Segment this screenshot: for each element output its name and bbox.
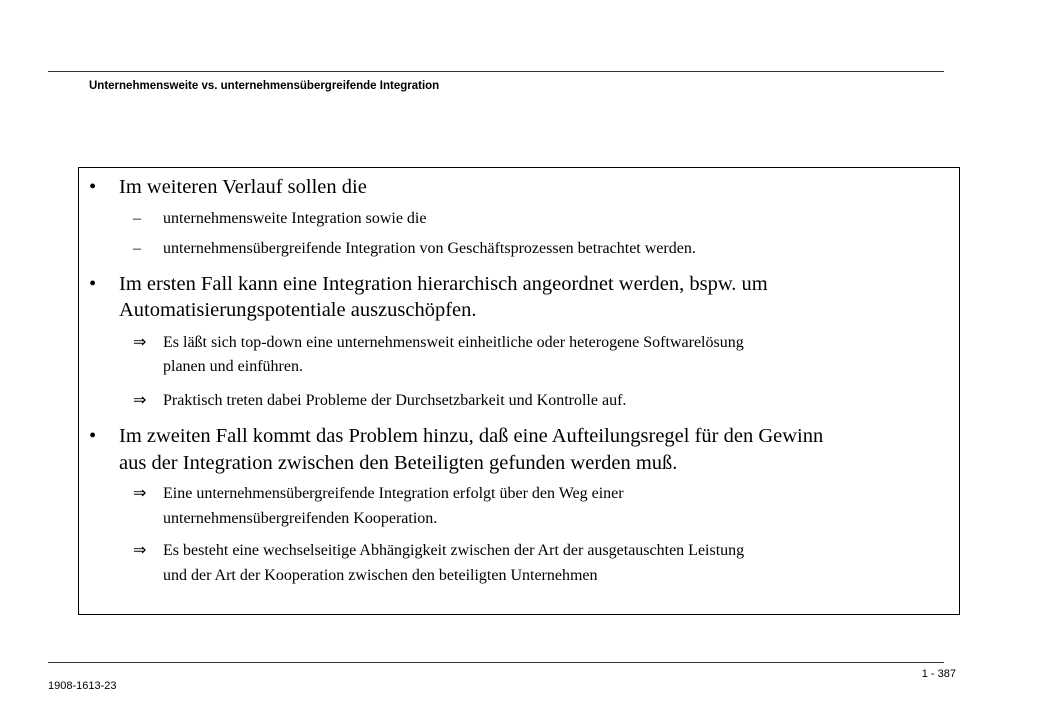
arrow-marker: ⇒ [133, 542, 147, 559]
slide-title: Unternehmensweite vs. unternehmensübergreifende Integration [89, 80, 440, 92]
bullet-item [89, 174, 367, 200]
bullet-item [89, 423, 824, 449]
sub-item-text: Eine unternehmensübergreifende Integration erfolgt über den Weg einer [163, 485, 624, 502]
page-number: 1 - 387 [921, 668, 956, 680]
header-rule [48, 71, 944, 72]
sub-item-text: unternehmensweite Integration sowie die [163, 210, 427, 227]
arrow-marker: ⇒ [133, 485, 147, 502]
sub-item-continuation [163, 509, 437, 529]
bullet-text: Automatisierungspotentiale auszuschöpfen. [119, 299, 477, 321]
sub-item [133, 484, 624, 504]
bullet-marker: • [89, 425, 97, 447]
bullet-marker: • [89, 176, 97, 198]
sub-item-text: Es läßt sich top-down eine unternehmensweit einheitliche oder heterogene Softwarelösung [163, 334, 744, 351]
sub-item-text: Praktisch treten dabei Probleme der Durchsetzbarkeit und Kontrolle auf. [163, 392, 627, 409]
sub-item [133, 541, 745, 561]
sub-item-text: unternehmensübergreifende Integration von Geschäftsprozessen betrachtet werden. [163, 240, 696, 257]
sub-item-continuation [163, 357, 303, 377]
bullet-continuation [119, 450, 677, 476]
sub-item-text: und der Art der Kooperation zwischen den beteiligten Unternehmen [163, 567, 598, 584]
bullet-text: Im ersten Fall kann eine Integration hierarchisch angeordnet werden, bspw. um [119, 273, 768, 295]
bullet-text: aus der Integration zwischen den Beteiligten gefunden werden muß. [119, 452, 678, 474]
sub-item [133, 209, 427, 229]
sub-item-text: Es besteht eine wechselseitige Abhängigkeit zwischen der Art der ausgetauschten Leistung [163, 542, 745, 559]
dash-marker: – [133, 240, 141, 257]
sub-item [133, 391, 627, 411]
bullet-continuation [119, 297, 477, 323]
sub-item [133, 333, 744, 353]
bullet-item [89, 271, 768, 297]
dash-marker: – [133, 210, 141, 227]
arrow-marker: ⇒ [133, 334, 147, 351]
bullet-text: Im zweiten Fall kommt das Problem hinzu, daß eine Aufteilungsregel für den Gewinn [119, 425, 824, 447]
sub-item-continuation [163, 566, 598, 586]
bullet-marker: • [89, 273, 97, 295]
footer-rule [48, 662, 944, 663]
arrow-marker: ⇒ [133, 392, 147, 409]
document-id: 1908-1613-23 [48, 680, 117, 692]
sub-item-text: unternehmensübergreifenden Kooperation. [163, 510, 438, 527]
sub-item-text: planen und einführen. [163, 358, 303, 375]
sub-item [133, 239, 696, 259]
bullet-text: Im weiteren Verlauf sollen die [119, 176, 367, 198]
